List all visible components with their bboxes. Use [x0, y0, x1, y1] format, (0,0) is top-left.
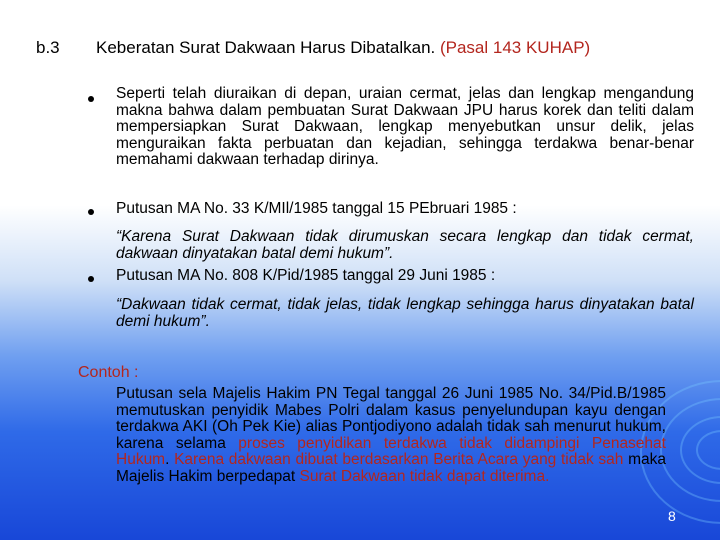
example-text: maka Majelis Hakim berpedapat	[116, 451, 666, 485]
bullet-quote: “Karena Surat Dakwaan tidak dirumuskan secara lengkap dan tidak cermat, dakwaan dinyatakan batal demi hukum”.	[116, 228, 694, 262]
example-paragraph	[116, 386, 666, 485]
bullet-text: Putusan MA No. 808 K/Pid/1985 tanggal 29 Juni 1985 :	[116, 267, 496, 284]
bullet-dot	[88, 96, 94, 102]
bullet-text: Seperti telah diuraikan di depan, uraian cermat, jelas dan lengkap mengandung makna bahwa dalam pembuatan Surat Dakwaan JPU harus korek dan teliti dalam mempersiapkan Surat Dakwaan, lengkap menyebutkan unsur delik, jelas menguraikan fakta perbuatan dan kejadian, sehingga terdakwa benar-benar memahami dakwaan terhadap dirinya.	[116, 85, 694, 168]
example-highlight: proses penyidikan terdakwa tidak didampingi Penasehat Hukum	[116, 434, 666, 468]
slide-heading	[86, 38, 626, 58]
example-highlight: Surat Dakwaan tidak dapat diterima.	[299, 467, 550, 485]
example-text: .	[165, 451, 175, 468]
heading-text: Keberatan Surat Dakwaan Harus Dibatalkan.	[96, 38, 440, 57]
example-highlight: Karena dakwaan dibuat berdasarkan Berita Acara yang tidak sah	[174, 451, 624, 468]
example-label: Contoh :	[78, 364, 139, 381]
section-label: b.3	[36, 38, 60, 57]
bullet-dot	[88, 209, 94, 215]
example-text: Putusan sela Majelis Hakim PN Tegal tanggal 26 Juni 1985 No. 34/Pid.B/1985 memutuskan penyidik Mabes Polri dalam kasus penyelundupan kayu dengan terdakwa AKI (Oh Pek Kie) alias Pontjodiyono adalah tidak sah menurut hukum, karena selama	[116, 385, 666, 452]
page-number: 8	[668, 508, 676, 524]
heading-reference: (Pasal 143 KUHAP)	[439, 38, 591, 57]
bullet-text: Putusan MA No. 33 K/MIl/1985 tanggal 15 PEbruari 1985 :	[116, 200, 517, 217]
bullet-dot	[88, 276, 94, 282]
bullet-quote: “Dakwaan tidak cermat, tidak jelas, tidak lengkap sehingga harus dinyatakan batal demi hukum”.	[116, 296, 694, 330]
